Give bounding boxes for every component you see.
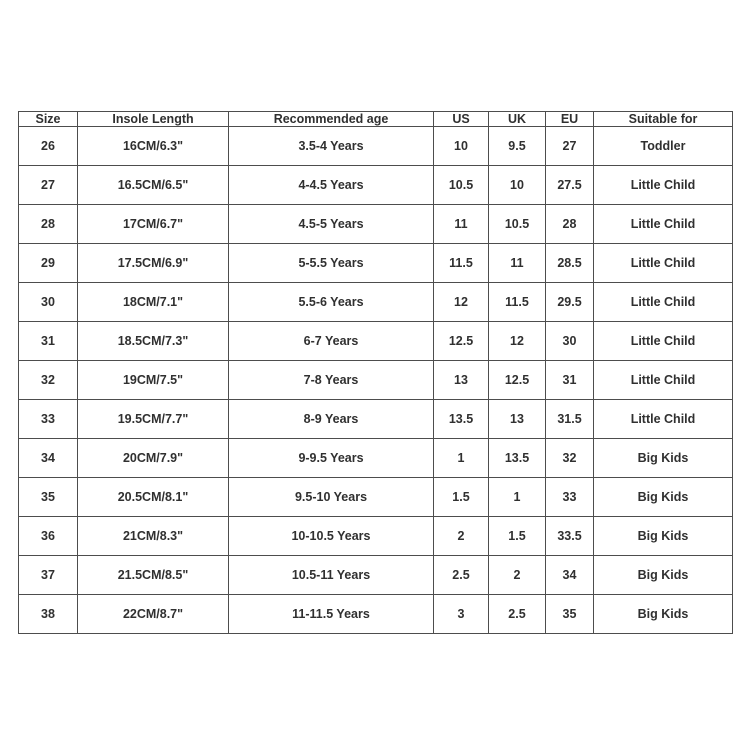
table-cell: 2 [434, 517, 489, 556]
table-cell: 10.5-11 Years [229, 556, 434, 595]
table-cell: 11 [434, 205, 489, 244]
table-cell: 29.5 [546, 283, 594, 322]
table-row [19, 244, 733, 283]
table-cell: 13 [434, 361, 489, 400]
table-row [19, 478, 733, 517]
table-cell: 27 [546, 127, 594, 166]
table-cell: 3 [434, 595, 489, 634]
table-cell: 7-8 Years [229, 361, 434, 400]
table-cell: 16CM/6.3" [78, 127, 229, 166]
table-cell: 1.5 [434, 478, 489, 517]
table-cell: 1.5 [489, 517, 546, 556]
table-cell: Little Child [594, 205, 733, 244]
table-cell: 36 [19, 517, 78, 556]
table-cell: 18CM/7.1" [78, 283, 229, 322]
table-cell: 4.5-5 Years [229, 205, 434, 244]
table-cell: 16.5CM/6.5" [78, 166, 229, 205]
table-cell: Little Child [594, 322, 733, 361]
table-cell: 19CM/7.5" [78, 361, 229, 400]
table-cell: 13.5 [489, 439, 546, 478]
table-cell: 9-9.5 Years [229, 439, 434, 478]
table-cell: 9.5-10 Years [229, 478, 434, 517]
table-cell: 10.5 [489, 205, 546, 244]
table-cell: 22CM/8.7" [78, 595, 229, 634]
table-cell: 27 [19, 166, 78, 205]
table-cell: 11-11.5 Years [229, 595, 434, 634]
table-cell: Little Child [594, 400, 733, 439]
table-cell: 6-7 Years [229, 322, 434, 361]
table-cell: 27.5 [546, 166, 594, 205]
table-cell: Big Kids [594, 595, 733, 634]
table-cell: 1 [434, 439, 489, 478]
table-cell: 5.5-6 Years [229, 283, 434, 322]
table-cell: Big Kids [594, 439, 733, 478]
table-cell: 10.5 [434, 166, 489, 205]
table-cell: 35 [546, 595, 594, 634]
table-cell: 21CM/8.3" [78, 517, 229, 556]
table-cell: 3.5-4 Years [229, 127, 434, 166]
table-cell: Big Kids [594, 517, 733, 556]
table-cell: 32 [19, 361, 78, 400]
table-cell: 4-4.5 Years [229, 166, 434, 205]
table-cell: Big Kids [594, 478, 733, 517]
table-cell: 31 [546, 361, 594, 400]
table-cell: 12.5 [434, 322, 489, 361]
table-cell: 33.5 [546, 517, 594, 556]
table-cell: 11.5 [434, 244, 489, 283]
table-row [19, 400, 733, 439]
table-cell: 1 [489, 478, 546, 517]
table-cell: 11 [489, 244, 546, 283]
table-cell: 37 [19, 556, 78, 595]
table-cell: 12 [434, 283, 489, 322]
table-cell: 20CM/7.9" [78, 439, 229, 478]
table-cell: Little Child [594, 361, 733, 400]
column-header-uk: UK [489, 112, 546, 127]
table-cell: 10-10.5 Years [229, 517, 434, 556]
column-header-suitable-for: Suitable for [594, 112, 733, 127]
table-cell: 30 [19, 283, 78, 322]
table-cell: 19.5CM/7.7" [78, 400, 229, 439]
table-cell: 18.5CM/7.3" [78, 322, 229, 361]
table-cell: 28 [546, 205, 594, 244]
table-cell: 12 [489, 322, 546, 361]
table-cell: Big Kids [594, 556, 733, 595]
table-cell: 28.5 [546, 244, 594, 283]
table-cell: 31 [19, 322, 78, 361]
table-cell: 11.5 [489, 283, 546, 322]
table-cell: 17.5CM/6.9" [78, 244, 229, 283]
table-cell: Toddler [594, 127, 733, 166]
table-cell: Little Child [594, 244, 733, 283]
table-cell: 28 [19, 205, 78, 244]
table-cell: 26 [19, 127, 78, 166]
table-row [19, 517, 733, 556]
table-row [19, 322, 733, 361]
table-cell: 17CM/6.7" [78, 205, 229, 244]
table-row [19, 595, 733, 634]
table-cell: 33 [546, 478, 594, 517]
table-row [19, 205, 733, 244]
table-cell: 2.5 [489, 595, 546, 634]
table-cell: 33 [19, 400, 78, 439]
table-row [19, 556, 733, 595]
table-body [19, 127, 733, 634]
table-cell: 10 [434, 127, 489, 166]
table-cell: 20.5CM/8.1" [78, 478, 229, 517]
column-header-insole-length: Insole Length [78, 112, 229, 127]
table-cell: 29 [19, 244, 78, 283]
column-header-size: Size [19, 112, 78, 127]
table-row [19, 166, 733, 205]
table-cell: 35 [19, 478, 78, 517]
table-cell: 30 [546, 322, 594, 361]
table-cell: 9.5 [489, 127, 546, 166]
table-cell: 32 [546, 439, 594, 478]
table-cell: Little Child [594, 283, 733, 322]
table-cell: 21.5CM/8.5" [78, 556, 229, 595]
table-cell: 34 [546, 556, 594, 595]
table-row [19, 439, 733, 478]
table-cell: 10 [489, 166, 546, 205]
table-cell: 5-5.5 Years [229, 244, 434, 283]
table-cell: 2 [489, 556, 546, 595]
size-chart-table [18, 111, 733, 634]
table-cell: 31.5 [546, 400, 594, 439]
table-cell: Little Child [594, 166, 733, 205]
table-row [19, 361, 733, 400]
table-cell: 8-9 Years [229, 400, 434, 439]
column-header-eu: EU [546, 112, 594, 127]
header-row [19, 112, 733, 127]
table-cell: 34 [19, 439, 78, 478]
table-cell: 13 [489, 400, 546, 439]
table-cell: 2.5 [434, 556, 489, 595]
table-cell: 12.5 [489, 361, 546, 400]
table-row [19, 283, 733, 322]
column-header-us: US [434, 112, 489, 127]
table-row [19, 127, 733, 166]
table-cell: 13.5 [434, 400, 489, 439]
table-cell: 38 [19, 595, 78, 634]
column-header-recommended-age: Recommended age [229, 112, 434, 127]
